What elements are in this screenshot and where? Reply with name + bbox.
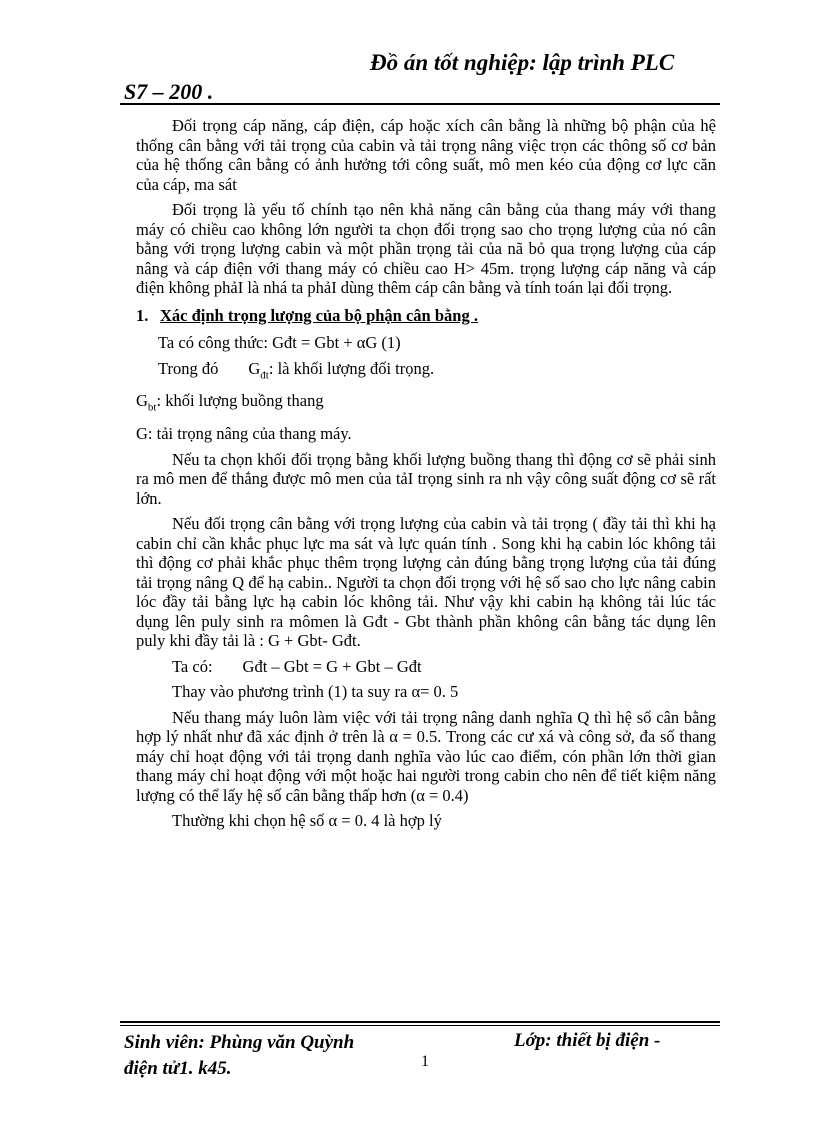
gbt-symbol: G <box>136 391 148 411</box>
equation-intro: Ta có: <box>172 656 213 676</box>
section-title: Xác định trọng lượng của bộ phận cân bằng . <box>160 305 478 325</box>
paragraph-3: Nếu ta chọn khối đối trọng bằng khối lượng buồng thang thì động cơ sẽ phải sinh ra mô men để thắng được mô men của tảI trọng sinh ra nh vậy công suất động cơ sẽ rất lớn. <box>136 449 716 508</box>
g-line: G: tải trọng nâng của thang máy. <box>136 424 352 444</box>
formula-intro: Ta có công thức: <box>158 333 268 352</box>
class-continuation: điện tử1. k45. <box>124 1058 232 1079</box>
paragraph-5: Nếu thang máy luôn làm việc với tải trọng nâng danh nghĩa Q thì hệ số cân bằng hợp lý nhất như đã xác định ở trên là α = 0.5. Trong các cư xá và công sở, đa số thang máy chỉ hoạt động với tải trọng danh nghĩa vào lúc cao điểm, cón phần lớn thời gian thang máy chỉ hoạt động với một hoặc hai người trong cabin cho nên để tiết kiệm năng lượng có thể lấy hệ số cân bằng thấp hơn (α = 0.4) <box>136 707 716 805</box>
header-subtitle: S7 – 200 . <box>124 79 214 104</box>
formula-line <box>136 333 716 353</box>
footer-class: Lớp: thiết bị điện - <box>514 1030 661 1051</box>
paragraph-2: Đối trọng là yếu tố chính tạo nên khả năng cân bằng của thang máy với thang máy có chiều cao không lớn người ta chọn đối trọng sao cho trọng lượng của nó cân bằng với trọng lượng cabin và một phần trọng tải của nã bỏ qua trọng lượng của cáp nâng và cáp điện với thang máy có chiều cao H> 45m. trọng lượng cáp năng và cáp điện không phảI là nhá ta phảI dùng thêm cáp cân bằng và tính toán lại đối trọng. <box>136 200 716 297</box>
substitution-line: Thay vào phương trình (1) ta suy ra α= 0. 5 <box>172 682 459 702</box>
gbt-line <box>136 391 716 418</box>
document-body <box>136 116 716 837</box>
equation: Gđt – Gbt = G + Gbt – Gđt <box>242 656 422 676</box>
gbt-subscript: bt <box>147 401 157 414</box>
gbt-description: : khối lượng buồng thang <box>156 391 324 411</box>
footer-rule-thin <box>120 1025 720 1026</box>
footer-student <box>124 1030 354 1082</box>
paragraph-1: Đối trọng cáp năng, cáp điện, cáp hoặc xích cân bằng là những bộ phận của hệ thống cân bằng với tải trọng của cabin và tải trọng nâng việc trọn các thông số cơ bản của hệ thống cân bằng có ảnh hưởng tới công suất, mô men kéo của động cơ lực căn của cáp, ma sát <box>136 116 716 194</box>
where-line <box>136 359 716 386</box>
footer-rule-thick <box>120 1021 720 1023</box>
page-number: 1 <box>421 1053 429 1070</box>
where-subscript: đt <box>260 368 269 381</box>
where-label: Trong đó <box>158 358 219 378</box>
section-number: 1. <box>136 305 149 325</box>
header-title: Đồ án tốt nghiệp: lập trình PLC <box>370 50 675 75</box>
section-heading <box>136 306 716 326</box>
where-symbol: G <box>248 358 261 378</box>
student-name: Sinh viên: Phùng văn Quỳnh <box>124 1032 355 1053</box>
conclusion-line: Thường khi chọn hệ số α = 0. 4 là hợp lý <box>172 811 442 831</box>
formula: Gđt = Gbt + αG (1) <box>272 333 401 352</box>
where-description: : là khối lượng đối trọng. <box>268 358 435 378</box>
header-rule <box>120 103 720 105</box>
equation-line <box>136 657 716 677</box>
paragraph-4: Nếu đối trọng cân bằng với trọng lượng của cabin và tải trọng ( đầy tải thì khi hạ cabin chỉ cần khắc phục lực ma sát và lực quán tính . Song khi hạ cabin lóc không tải thì động cơ phải khắc phục thêm trọng lượng cản đúng bằng trọng lượng của tải đúng tải trọng nâng Q để hạ cabin.. Người ta chọn đối trọng với hệ số sao cho lực nâng cabin lóc đầy tải bằng lực hạ cabin lóc không tải. Như vậy khi cabin hạ không tải lúc tác dụng lên puly sinh ra mômen là Gđt - Gbt thành phần không cân bằng tác dụng lên puly khi đầy tải là : G + Gbt- Gđt. <box>136 514 716 651</box>
